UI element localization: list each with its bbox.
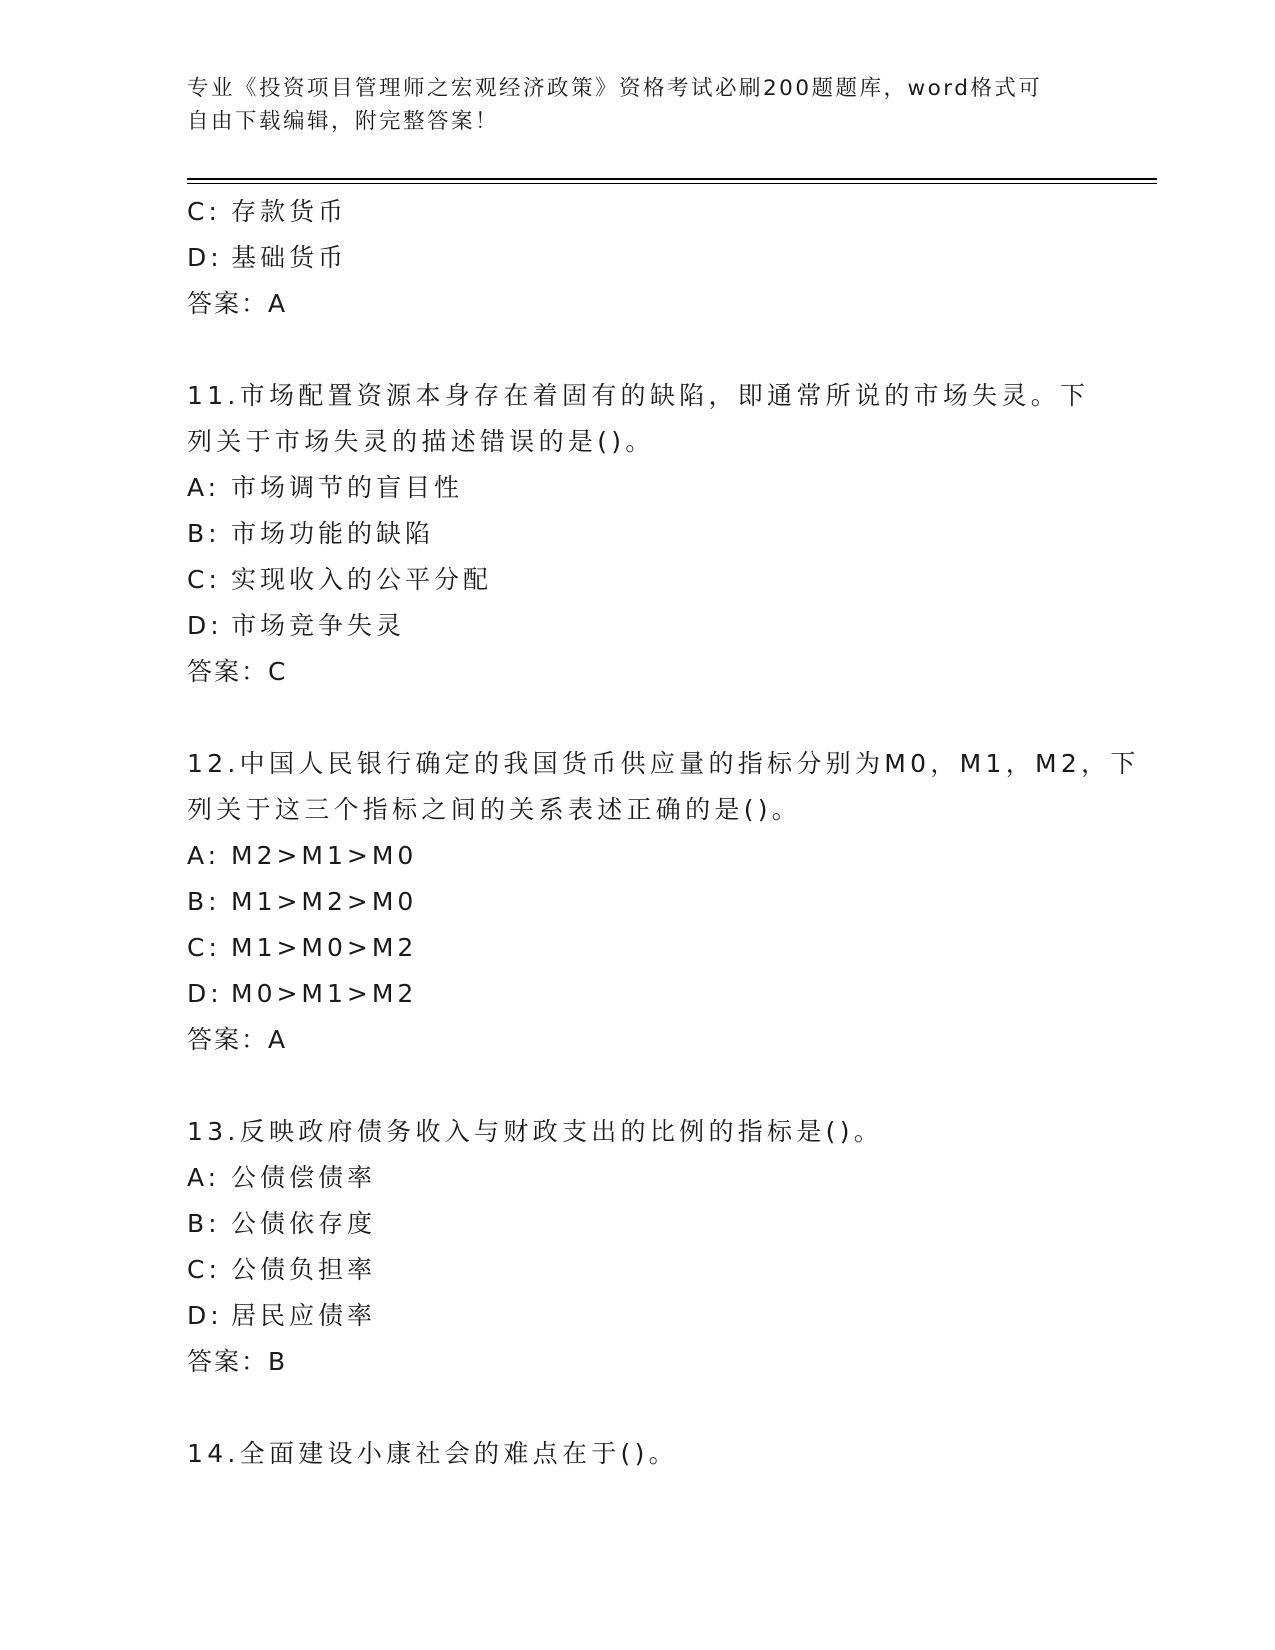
option-label: D:: [187, 243, 223, 272]
document-body: [187, 189, 1140, 1477]
option-text: 居民应债率: [231, 1301, 377, 1330]
spacer: [187, 695, 1087, 741]
answer: 答案：A: [187, 1025, 288, 1054]
header-line-2: 自由下载编辑，附完整答案！: [187, 109, 500, 134]
question-text-line: 14.全面建设小康社会的难点在于()。: [187, 1439, 678, 1468]
option-c: [187, 189, 1087, 235]
option-label: C:: [187, 197, 221, 226]
header-line-1: 专业《投资项目管理师之宏观经济政策》资格考试必刷200题题库，word格式可: [187, 76, 1043, 101]
header-divider-thick: [187, 178, 1157, 180]
option-c: [187, 925, 1087, 971]
question-block-14: [187, 1431, 1087, 1477]
question-text-line: 列关于市场失灵的描述错误的是()。: [187, 427, 655, 456]
option-d: [187, 1293, 1087, 1339]
page-header: [187, 72, 1067, 138]
header-divider-thin: [187, 183, 1157, 184]
question-text-line: 11.市场配置资源本身存在着固有的缺陷，即通常所说的市场失灵。下: [187, 381, 1090, 410]
option-text: 存款货币: [231, 197, 348, 226]
option-c: [187, 1247, 1087, 1293]
question-text-line: 13.反映政府债务收入与财政支出的比例的指标是()。: [187, 1117, 884, 1146]
option-label: A:: [187, 841, 221, 870]
answer: 答案：B: [187, 1347, 288, 1376]
option-text: 公债依存度: [231, 1209, 377, 1238]
option-text: 实现收入的公平分配: [231, 565, 493, 594]
answer: 答案：A: [187, 289, 288, 318]
option-a: [187, 833, 1087, 879]
option-b: [187, 1201, 1087, 1247]
spacer: [187, 1385, 1087, 1431]
prev-question-block: [187, 189, 1087, 327]
question-text-line: 12.中国人民银行确定的我国货币供应量的指标分别为M0，M1，M2，下: [187, 749, 1140, 778]
option-text: 公债负担率: [231, 1255, 377, 1284]
option-label: C:: [187, 1255, 221, 1284]
option-b: [187, 511, 1087, 557]
option-text: 公债偿债率: [231, 1163, 377, 1192]
spacer: [187, 327, 1087, 373]
option-b: [187, 879, 1087, 925]
option-text: M2>M1>M0: [231, 841, 418, 870]
option-label: C:: [187, 565, 221, 594]
option-d: [187, 971, 1087, 1017]
option-d: [187, 235, 1087, 281]
option-text: 市场功能的缺陷: [231, 519, 435, 548]
option-c: [187, 557, 1087, 603]
option-a: [187, 1155, 1087, 1201]
spacer: [187, 1063, 1087, 1109]
option-text: 基础货币: [231, 243, 348, 272]
option-text: M1>M0>M2: [231, 933, 418, 962]
option-a: [187, 465, 1087, 511]
option-label: B:: [187, 887, 221, 916]
option-d: [187, 603, 1087, 649]
answer: 答案：C: [187, 657, 288, 686]
option-text: 市场调节的盲目性: [231, 473, 464, 502]
option-label: D:: [187, 611, 223, 640]
option-label: C:: [187, 933, 221, 962]
option-text: 市场竞争失灵: [231, 611, 406, 640]
option-text: M1>M2>M0: [231, 887, 418, 916]
option-text: M0>M1>M2: [231, 979, 418, 1008]
option-label: D:: [187, 1301, 223, 1330]
question-block-13: [187, 1109, 1087, 1385]
option-label: A:: [187, 473, 221, 502]
option-label: B:: [187, 1209, 221, 1238]
question-block-12: [187, 741, 1140, 1063]
option-label: D:: [187, 979, 223, 1008]
option-label: A:: [187, 1163, 221, 1192]
option-label: B:: [187, 519, 221, 548]
question-text-line: 列关于这三个指标之间的关系表述正确的是()。: [187, 795, 802, 824]
question-block-11: [187, 373, 1090, 695]
